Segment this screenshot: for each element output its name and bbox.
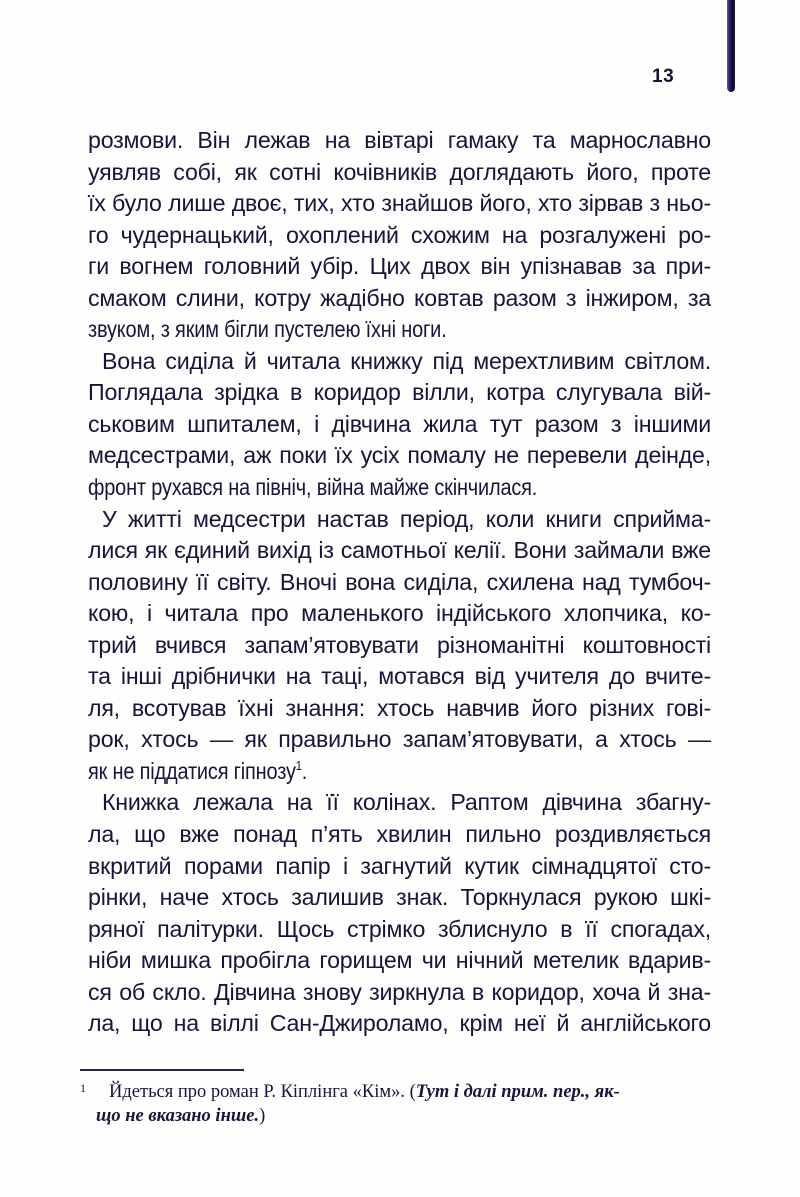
text-line [88,472,711,504]
text-line [88,819,711,851]
text-line [88,125,711,157]
footnote-text: Йдеться про роман Р. Кіплінга «Кім». ( [109,1082,416,1102]
text-line [88,977,711,1009]
text-line-content: лися як єдиний вихід із самотньої келії. Вони займали вже [88,537,711,564]
text-line-content: Вона сиділа й читала книжку під мерехтливим світлом. [102,347,711,374]
text-line-content: медсестрами, аж поки їх усіх помалу не перевели деінде, [88,442,711,469]
text-line [88,251,711,283]
text-line [88,188,711,220]
text-line [88,882,711,914]
text-line-content: Поглядала зрідка в коридор вілли, котра слугувала вій- [88,379,711,406]
text-line [88,630,711,662]
text-line [88,220,711,252]
text-line-content: половину її світу. Вночі вона сиділа, схилена над тумбоч- [88,568,711,595]
text-line-content: ся об скло. Дівчина знову зиркнула в коридор, хоча й зна- [88,978,711,1005]
text-line [88,851,711,883]
page-edge-mark [727,0,735,92]
text-line-content: ряної палітурки. Щось стрімко зблиснуло в її спогадах, [88,915,711,942]
text-line [88,756,711,788]
text-line [88,724,711,756]
text-line [88,787,711,819]
footnote-reference[interactable]: 1 [295,757,302,773]
text-line [88,346,711,378]
footnote-line-1 [80,1080,710,1104]
text-line [88,693,711,725]
text-line-content: та інші дрібнички на таці, мотався від учителя до вчите- [88,663,711,690]
text-line-content: як не піддатися гіпнозу [88,757,296,784]
footnote-line-2 [80,1104,710,1128]
text-line [88,914,711,946]
text-line [88,283,711,315]
footnote-closing: ) [259,1106,266,1126]
text-line-content: фронт рухався на північ, війна майже скінчилася. [88,474,538,501]
text-line-content: рок, хтось — як правильно запам’ятовувати, а хтось — [88,726,711,753]
text-line-content: ла, що вже понад п’ять хвилин пильно роздивляється [88,821,711,848]
text-line [88,440,711,472]
text-line [88,377,711,409]
text-line-content: ля, всотував їхні знання: хтось навчив його різних гові- [88,694,711,721]
text-line-content: розмови. Він лежав на вівтарі гамаку та марнославно [88,127,711,153]
text-line-content: Книжка лежала на її колінах. Раптом дівчина збагну- [102,789,711,816]
footnote-italic-text-1: Тут і далі прим. пер., як- [415,1082,620,1102]
text-line-content: рінки, наче хтось залишив знак. Торкнулася рукою шкі- [88,884,711,911]
text-line [88,409,711,441]
text-line-content: ги вогнем головний убір. Цих двох він упізнавав за при- [88,253,711,280]
text-line-content: У житті медсестри настав період, коли книги сприйма- [102,505,711,532]
footnote-mark: 1 [80,1081,86,1095]
text-line [88,567,711,599]
text-line [88,314,711,346]
text-line [88,504,711,536]
text-line-content: го чудернацький, охоплений схожим на розгалужені ро- [88,221,711,248]
footnote-divider [80,1069,244,1071]
punctuation: . [301,757,308,784]
page-number: 13 [652,66,675,87]
text-line-content: кою, і читала про маленького індійського хлопчика, ко- [88,600,711,627]
text-line-content: їх було лише двоє, тих, хто знайшов його, хто зірвав з ньо- [88,190,711,217]
text-line-content: ськовим шпиталем, і дівчина жила тут разом з іншими [88,410,711,437]
text-line [88,945,711,977]
text-line [88,535,711,567]
text-line [88,661,711,693]
text-line-content: ніби мишка пробігла горищем чи нічний метелик вдарив- [88,947,711,974]
text-line [88,598,711,630]
text-line-content: уявляв собі, як сотні кочівників доглядають його, проте [88,158,711,185]
text-line-content: вкритий порами папір і загнутий кутик сімнадцятої сто- [88,852,711,879]
text-line-content: трий вчився запам’ятовувати різноманітні коштовності [88,631,711,658]
text-line [88,1008,711,1040]
body-text [88,125,711,1040]
footnote-italic-text-2: що не вказано інше. [96,1106,260,1126]
footnote [80,1080,710,1128]
text-line-content: ла, що на віллі Сан-Джироламо, крім неї й англійського [88,1010,711,1037]
text-line-content: смаком слини, котру жадібно ковтав разом з інжиром, за [88,284,711,311]
text-line-content: звуком, з яким бігли пустелею їхні ноги. [88,316,447,343]
text-line [88,157,711,189]
